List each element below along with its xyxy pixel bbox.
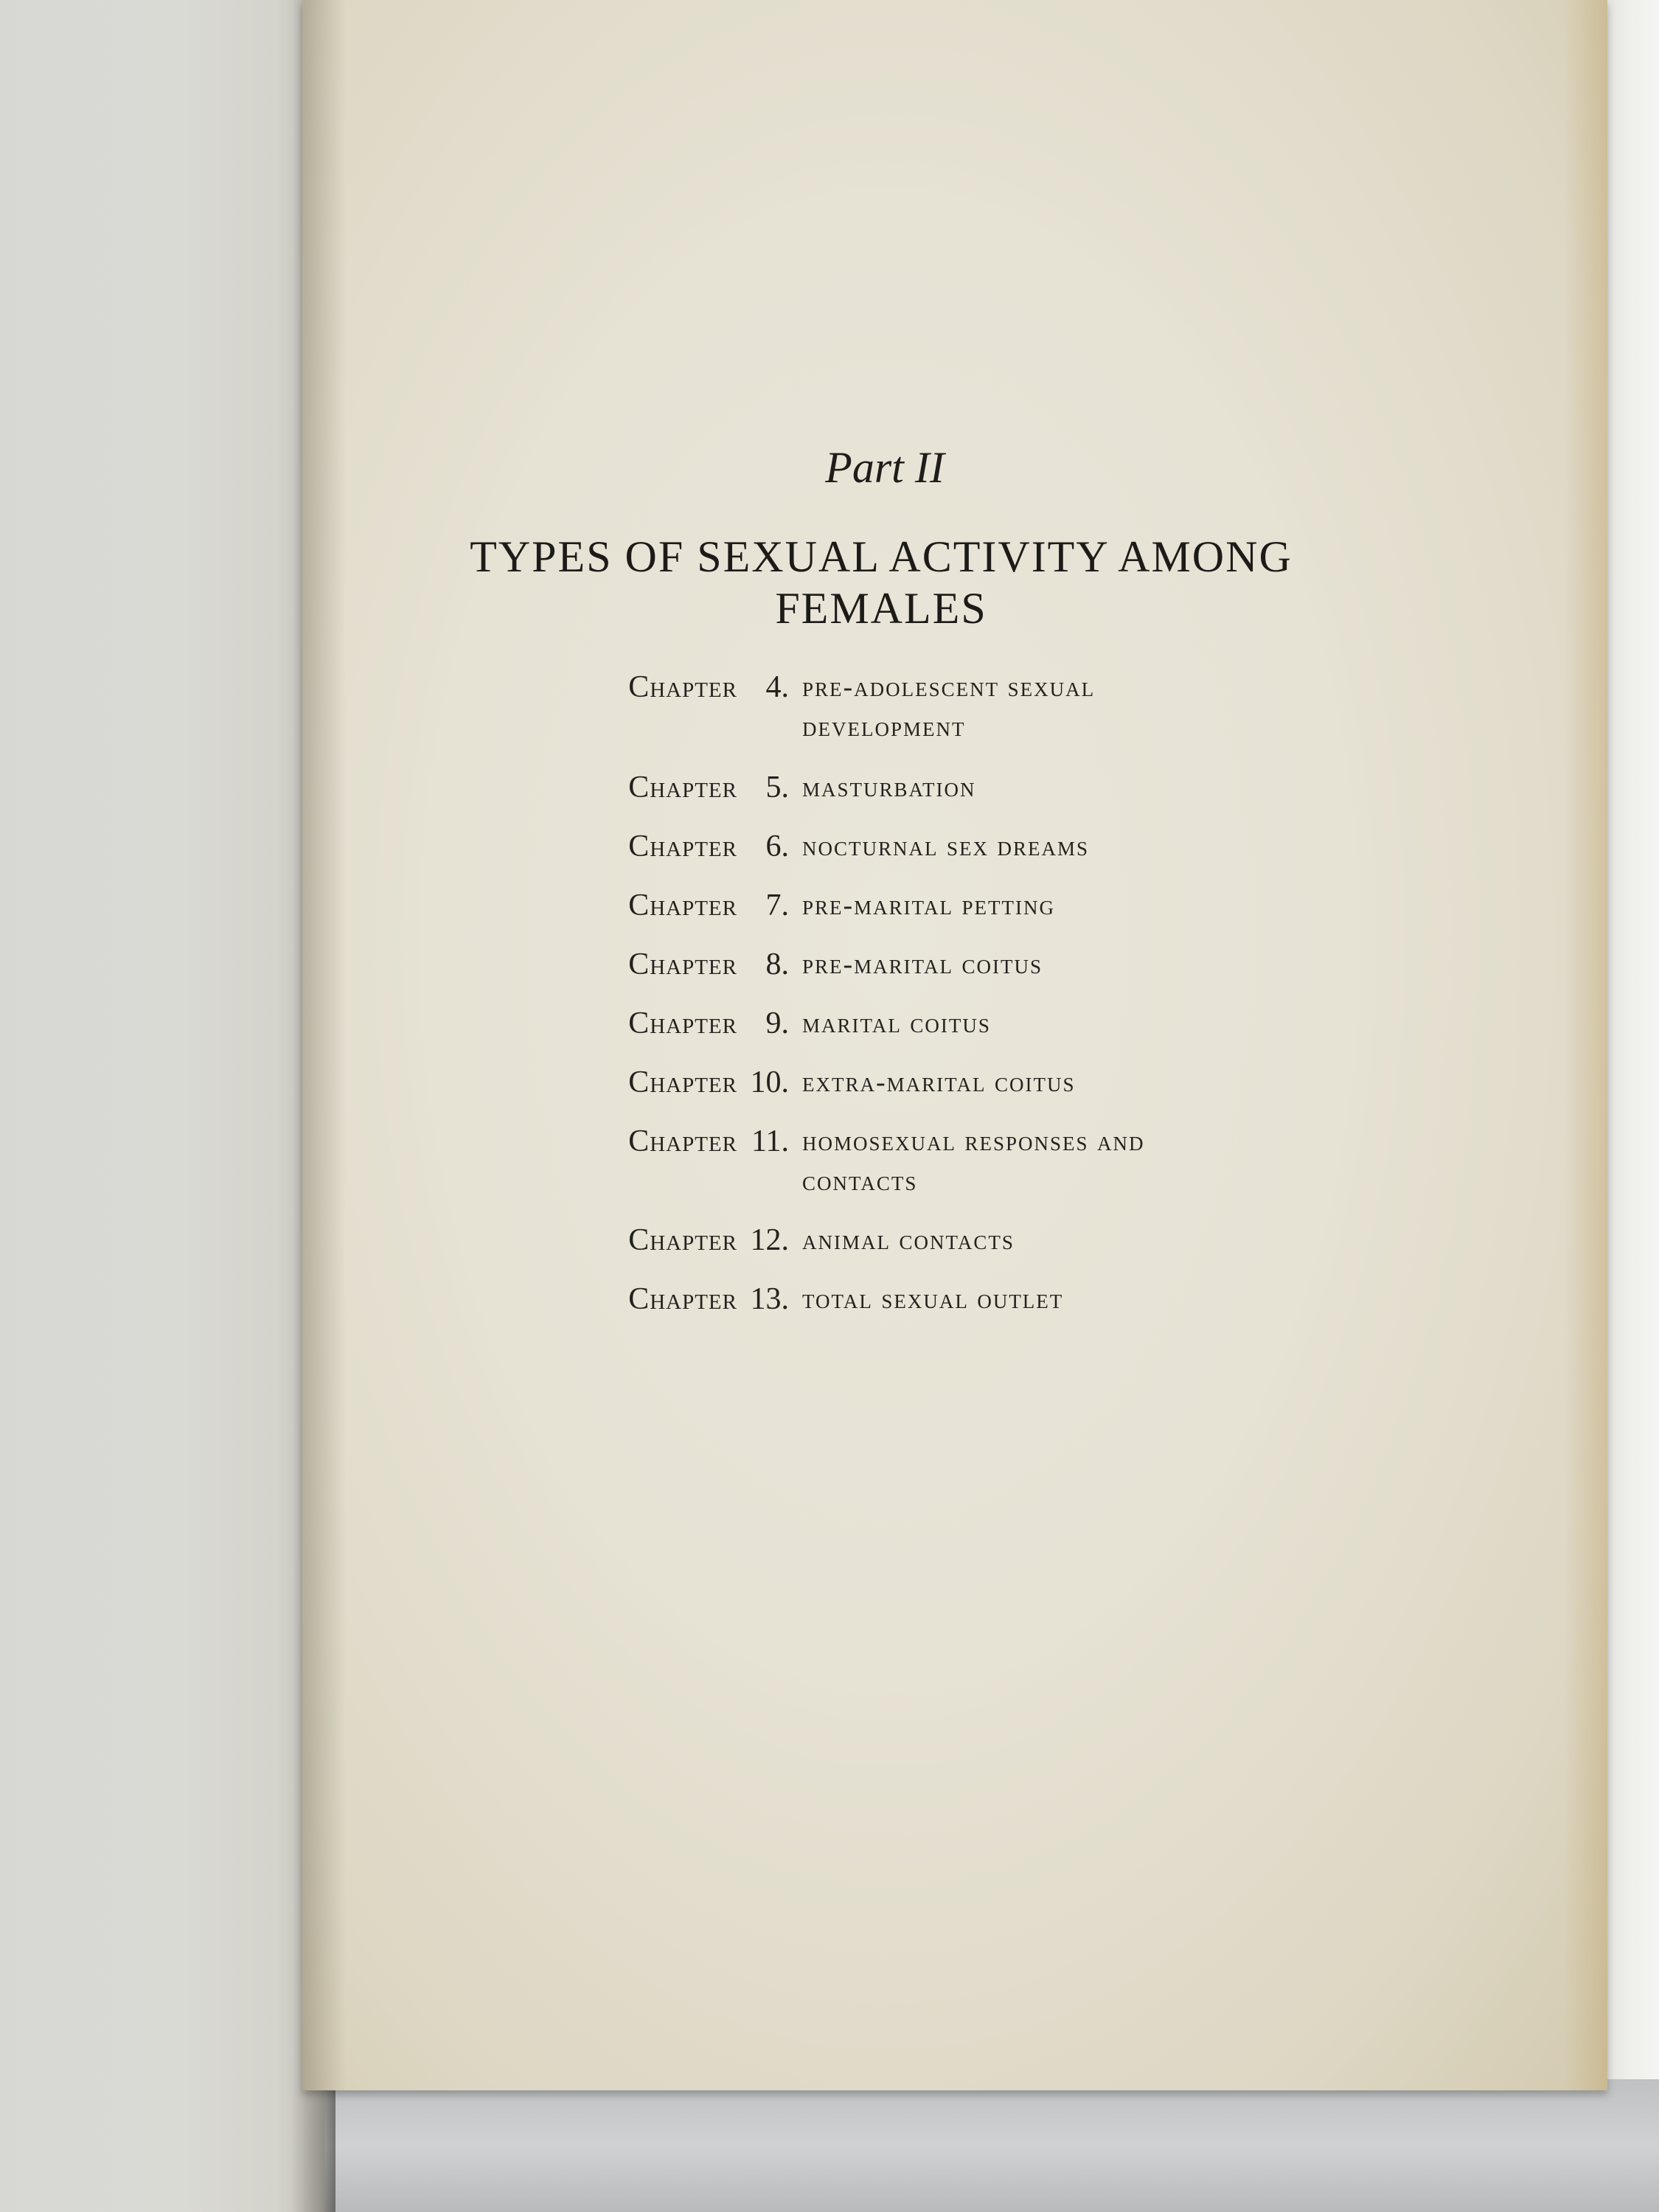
chapter-number: 5. bbox=[765, 771, 789, 804]
chapter-word: Chapter bbox=[628, 771, 737, 804]
chapter-number: 13. bbox=[750, 1282, 789, 1316]
chapter-number: 4. bbox=[765, 670, 789, 704]
part-title: TYPES OF SEXUAL ACTIVITY AMONG FEMALES bbox=[470, 532, 1293, 633]
page-edge-yellowing bbox=[1563, 0, 1607, 2090]
chapter-word: Chapter bbox=[628, 947, 737, 981]
chapter-title: extra-marital coitus bbox=[802, 1067, 1076, 1098]
chapter-title: pre-adolescent sexual development bbox=[802, 672, 1096, 742]
chapter-number: 7. bbox=[765, 888, 789, 922]
chapter-entry bbox=[597, 945, 1261, 984]
chapter-list bbox=[597, 667, 1261, 1319]
chapter-title: pre-marital petting bbox=[802, 890, 1055, 921]
chapter-entry bbox=[597, 667, 1261, 747]
chapter-entry bbox=[597, 827, 1261, 866]
chapter-entry bbox=[597, 1004, 1261, 1043]
chapter-word: Chapter bbox=[628, 1223, 737, 1257]
chapter-title: masturbation bbox=[802, 772, 976, 803]
chapter-title: total sexual outlet bbox=[802, 1284, 1064, 1315]
facing-page bbox=[0, 0, 324, 2212]
chapter-number: 6. bbox=[765, 830, 789, 863]
chapter-number: 12. bbox=[750, 1223, 789, 1257]
chapter-title: nocturnal sex dreams bbox=[802, 831, 1090, 862]
chapter-word: Chapter bbox=[628, 830, 737, 863]
chapter-entry bbox=[597, 768, 1261, 807]
chapter-word: Chapter bbox=[628, 670, 737, 704]
chapter-number: 8. bbox=[765, 947, 789, 981]
chapter-title: animal contacts bbox=[802, 1225, 1015, 1256]
chapter-entry bbox=[597, 1220, 1261, 1260]
chapter-word: Chapter bbox=[628, 888, 737, 922]
chapter-entry bbox=[597, 1062, 1261, 1102]
chapter-entry bbox=[597, 1279, 1261, 1319]
chapter-number: 9. bbox=[765, 1006, 789, 1040]
chapter-title: marital coitus bbox=[802, 1008, 991, 1039]
chapter-entry bbox=[597, 886, 1261, 925]
chapter-word: Chapter bbox=[628, 1065, 737, 1099]
chapter-word: Chapter bbox=[628, 1124, 737, 1158]
chapter-entry bbox=[597, 1121, 1261, 1201]
part-label: Part II bbox=[825, 443, 945, 492]
chapter-word: Chapter bbox=[628, 1282, 737, 1316]
chapter-number: 10. bbox=[750, 1065, 789, 1099]
page-gutter-shading bbox=[302, 0, 347, 2090]
window-sill-bottom bbox=[280, 2079, 1659, 2212]
chapter-word: Chapter bbox=[628, 1006, 737, 1040]
chapter-title: homosexual responses and contacts bbox=[802, 1126, 1145, 1197]
chapter-number: 11. bbox=[751, 1124, 789, 1158]
chapter-title: pre-marital coitus bbox=[802, 949, 1043, 980]
